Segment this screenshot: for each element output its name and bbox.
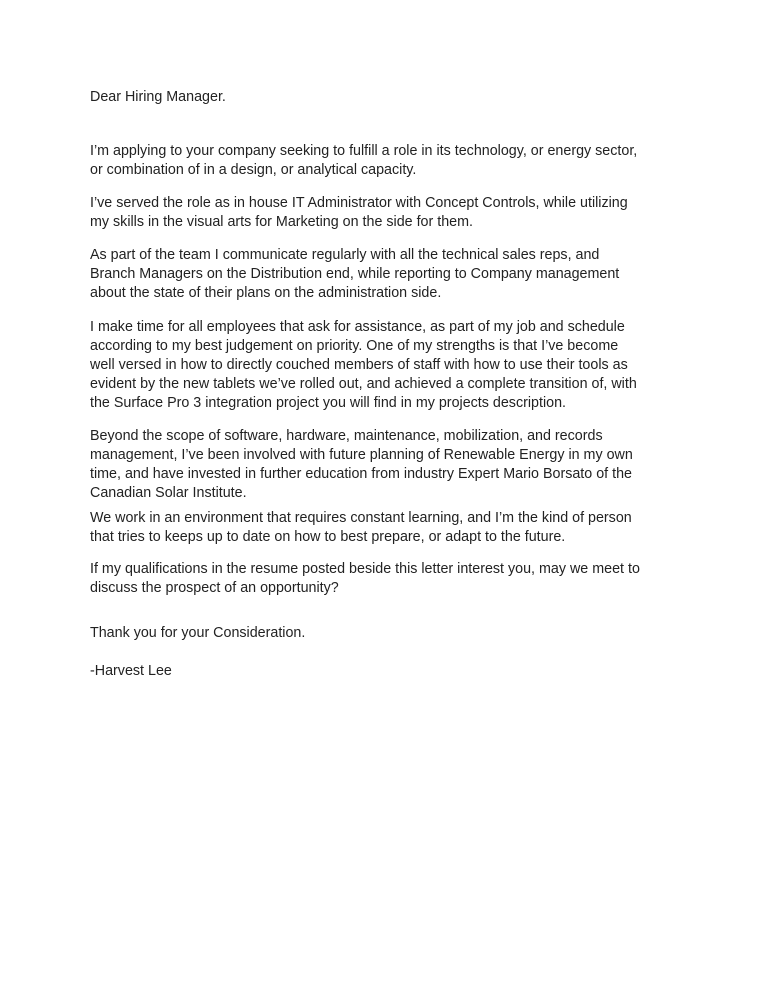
text-line: time, and have invested in further education from industry Expert Mario Borsato of the: [90, 466, 632, 482]
text-line: Branch Managers on the Distribution end, while reporting to Company management: [90, 266, 620, 282]
text-line: Dear Hiring Manager.: [90, 89, 226, 105]
paragraph-request: [90, 560, 640, 598]
paragraph-scope: [90, 427, 633, 503]
paragraph-team: [90, 246, 619, 303]
text-line: If my qualifications in the resume posted beside this letter interest you, may we meet to: [90, 561, 640, 577]
text-line: about the state of their plans on the administration side.: [90, 285, 442, 301]
paragraph-assistance: [90, 318, 637, 413]
closing: [90, 624, 305, 643]
text-line: I’m applying to your company seeking to fulfill a role in its technology, or energy sector,: [90, 143, 638, 159]
text-line: well versed in how to directly couched members of staff with how to use their tools as: [90, 357, 628, 373]
text-line: -Harvest Lee: [90, 663, 172, 679]
text-line: or combination of in a design, or analytical capacity.: [90, 162, 417, 178]
text-line: my skills in the visual arts for Marketing on the side for them.: [90, 214, 473, 230]
text-line: discuss the prospect of an opportunity?: [90, 580, 339, 596]
paragraph-learning: [90, 509, 632, 547]
text-line: As part of the team I communicate regularly with all the technical sales reps, and: [90, 247, 600, 263]
text-line: We work in an environment that requires constant learning, and I’m the kind of person: [90, 510, 632, 526]
text-line: evident by the new tablets we’ve rolled out, and achieved a complete transition of, with: [90, 376, 637, 392]
text-line: Thank you for your Consideration.: [90, 625, 306, 641]
salutation: [90, 88, 226, 107]
text-line: that tries to keeps up to date on how to best prepare, or adapt to the future.: [90, 529, 566, 545]
text-line: according to my best judgement on priority. One of my strengths is that I’ve become: [90, 338, 619, 354]
text-line: the Surface Pro 3 integration project you will find in my projects description.: [90, 395, 566, 411]
text-line: I’ve served the role as in house IT Administrator with Concept Controls, while utilizing: [90, 195, 628, 211]
text-line: Beyond the scope of software, hardware, maintenance, mobilization, and records: [90, 428, 603, 444]
text-line: Canadian Solar Institute.: [90, 485, 247, 501]
text-line: I make time for all employees that ask for assistance, as part of my job and schedule: [90, 319, 625, 335]
paragraph-role: [90, 194, 628, 232]
signature: [90, 662, 172, 681]
text-line: management, I’ve been involved with future planning of Renewable Energy in my own: [90, 447, 633, 463]
paragraph-application: [90, 142, 637, 180]
